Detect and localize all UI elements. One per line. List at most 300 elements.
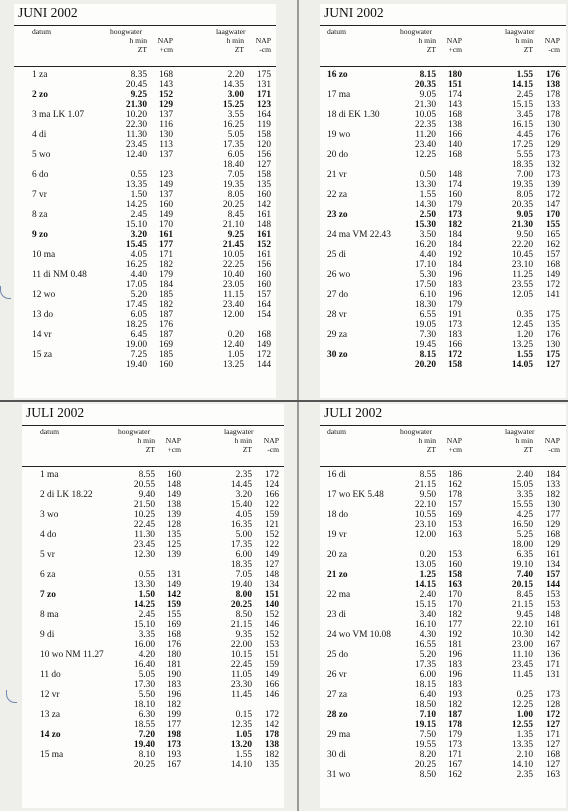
table-row [22,520,284,530]
tide-table-page-juni-2 [320,4,566,398]
high-water-nap: 123 [158,170,173,180]
low-water-nap: 152 [256,240,271,250]
low-water-nap: 129 [545,140,560,150]
low-water-nap: 152 [264,630,279,640]
low-water-nap: 152 [264,610,279,620]
low-water-time: 3.45 [516,110,533,120]
table-row [320,750,566,760]
low-water-time: 15.55 [511,500,533,510]
high-water-time: 20.25 [414,760,436,770]
table-row [320,520,566,530]
low-water-time: 5.00 [235,530,252,540]
low-water-time: 6.00 [235,550,252,560]
date-cell: 18 do [327,510,349,520]
high-water-time: 10.25 [133,510,155,520]
low-water-nap: 131 [545,670,560,680]
table-row [22,490,284,500]
hoogwater-label: hoogwater [400,27,433,36]
hoog-cm-label: +cm [448,45,462,54]
date-cell: 29 ma [327,730,351,740]
table-row [22,540,284,550]
high-water-time: 22.35 [414,120,436,130]
high-water-nap: 160 [447,190,462,200]
high-water-nap: 183 [447,660,462,670]
high-water-time: 5.30 [419,270,436,280]
table-row [320,250,566,260]
table-row [320,70,566,80]
low-water-nap: 178 [264,730,279,740]
table-row [320,660,566,670]
high-water-nap: 137 [158,110,173,120]
low-water-nap: 152 [264,530,279,540]
table-row [14,310,276,320]
high-water-nap: 149 [158,210,173,220]
hoog-zt-label: ZT [426,45,436,54]
low-water-time: 17.35 [230,540,252,550]
low-water-time: 2.35 [235,470,252,480]
high-water-time: 18.30 [414,300,436,310]
laag-nap-unit: NAP [544,436,560,445]
date-cell: 14 vr [32,330,52,340]
low-water-nap: 130 [545,340,560,350]
high-water-nap: 177 [166,720,181,730]
title-rule [14,25,276,26]
high-water-time: 15.15 [414,600,436,610]
low-water-nap: 175 [545,310,560,320]
low-water-nap: 119 [257,120,271,130]
table-row [22,630,284,640]
low-water-nap: 178 [545,90,560,100]
month-title: JUNI 2002 [324,5,384,20]
low-water-time: 6.35 [516,550,533,560]
high-water-time: 0.20 [419,550,436,560]
high-water-nap: 181 [166,660,181,670]
column-header [320,428,566,462]
high-water-time: 5.20 [130,290,147,300]
datum-label: datum [327,27,346,36]
table-row [320,480,566,490]
low-water-time: 0.20 [227,330,244,340]
high-water-nap: 193 [447,690,462,700]
low-water-nap: 148 [256,220,271,230]
table-row [14,170,276,180]
high-water-time: 3.20 [130,230,147,240]
high-water-time: 4.40 [130,270,147,280]
table-row [320,530,566,540]
page-gutter [297,0,299,811]
table-row [22,670,284,680]
low-water-nap: 142 [264,720,279,730]
low-water-time: 11.25 [512,270,533,280]
high-water-nap: 169 [158,340,173,350]
table-row [14,300,276,310]
date-cell: 21 zo [327,570,348,580]
table-row [22,590,284,600]
date-cell: 26 vr [327,670,347,680]
low-water-time: 10.15 [230,650,252,660]
high-water-time: 16.40 [133,660,155,670]
table-row [22,710,284,720]
table-row [320,600,566,610]
high-water-nap: 192 [447,630,462,640]
table-row [320,650,566,660]
high-water-time: 19.15 [414,720,436,730]
high-water-nap: 180 [166,650,181,660]
high-water-time: 5.05 [138,670,155,680]
low-water-nap: 148 [545,610,560,620]
hoog-nap-unit: NAP [446,36,462,45]
low-water-time: 22.25 [222,260,244,270]
high-water-nap: 182 [447,700,462,710]
hoogwater-label: hoogwater [110,27,143,36]
table-row [14,200,276,210]
low-water-nap: 161 [545,550,560,560]
high-water-time: 14.30 [414,200,436,210]
table-row [14,190,276,200]
table-row [320,320,566,330]
laag-time-unit: h min [234,436,252,445]
high-water-time: 8.20 [419,750,436,760]
table-row [320,490,566,500]
high-water-nap: 128 [166,520,181,530]
low-water-nap: 127 [256,160,271,170]
table-row [22,620,284,630]
low-water-time: 3.00 [227,90,244,100]
low-water-time: 15.40 [230,500,252,510]
tide-rows [320,470,566,780]
table-row [22,550,284,560]
low-water-nap: 151 [264,590,279,600]
low-water-nap: 121 [264,520,279,530]
column-header [22,428,284,462]
low-water-time: 7.40 [516,570,533,580]
low-water-nap: 127 [545,360,560,370]
low-water-nap: 167 [545,640,560,650]
table-row [22,760,284,770]
date-cell: 13 do [32,310,54,320]
low-water-nap: 161 [256,250,271,260]
low-water-nap: 139 [545,180,560,190]
high-water-nap: 178 [447,720,462,730]
high-water-nap: 182 [447,220,462,230]
tide-rows [22,470,284,770]
low-water-time: 17.25 [511,140,533,150]
low-water-nap: 172 [264,710,279,720]
table-row [22,610,284,620]
low-water-nap: 158 [256,130,271,140]
low-water-time: 23.00 [511,640,533,650]
date-cell: 6 do [32,170,49,180]
high-water-time: 17.45 [125,300,147,310]
low-water-time: 22.00 [230,640,252,650]
high-water-nap: 184 [447,230,462,240]
table-row [14,210,276,220]
low-water-nap: 172 [264,470,279,480]
high-water-nap: 149 [166,580,181,590]
high-water-nap: 140 [447,140,462,150]
table-row [320,270,566,280]
table-row [320,710,566,720]
low-water-time: 18.35 [511,160,533,170]
hoog-zt-label: ZT [137,45,147,54]
binder-hole-mark [0,286,11,299]
table-row [22,660,284,670]
high-water-nap: 196 [447,290,462,300]
table-row [320,170,566,180]
hoog-nap-unit: NAP [446,436,462,445]
low-water-nap: 138 [545,80,560,90]
low-water-nap: 134 [545,560,560,570]
hoog-time-unit: h min [137,436,155,445]
table-row [22,740,284,750]
low-water-time: 12.40 [222,340,244,350]
low-water-time: 18.00 [511,540,533,550]
high-water-time: 17.35 [414,660,436,670]
low-water-nap: 171 [256,90,271,100]
table-row [320,540,566,550]
high-water-time: 0.55 [138,570,155,580]
high-water-time: 12.00 [414,530,436,540]
date-cell: 10 wo NM 11.27 [40,650,104,660]
low-water-time: 9.35 [235,630,252,640]
high-water-time: 1.25 [419,570,436,580]
table-row [320,150,566,160]
high-water-time: 23.40 [414,140,436,150]
hoog-cm-label: +cm [167,445,181,454]
low-water-time: 10.30 [511,630,533,640]
high-water-nap: 182 [447,610,462,620]
table-row [320,140,566,150]
hoog-time-unit: h min [418,436,436,445]
date-cell: 30 di [327,750,347,760]
high-water-nap: 183 [447,280,462,290]
column-header [14,28,276,62]
high-water-nap: 151 [447,80,462,90]
low-water-time: 1.55 [235,750,252,760]
table-row [14,260,276,270]
table-row [14,340,276,350]
high-water-time: 17.30 [133,680,155,690]
low-water-nap: 161 [545,620,560,630]
table-row [22,510,284,520]
low-water-time: 2.20 [227,70,244,80]
table-row [320,760,566,770]
table-row [320,560,566,570]
high-water-nap: 185 [158,290,173,300]
table-row [320,580,566,590]
high-water-nap: 170 [447,600,462,610]
date-cell: 25 di [327,250,347,260]
high-water-time: 15.45 [125,240,147,250]
high-water-nap: 168 [158,70,173,80]
low-water-time: 0.35 [516,310,533,320]
high-water-nap: 196 [447,670,462,680]
low-water-nap: 157 [545,250,560,260]
low-water-time: 12.35 [230,720,252,730]
low-water-nap: 161 [256,230,271,240]
table-row [14,130,276,140]
table-row [320,510,566,520]
low-water-time: 15.05 [511,480,533,490]
low-water-time: 16.35 [230,520,252,530]
high-water-time: 14.15 [414,580,436,590]
low-water-time: 12.05 [511,290,533,300]
low-water-time: 10.05 [222,250,244,260]
low-water-time: 5.55 [516,150,533,160]
high-water-nap: 159 [166,600,181,610]
high-water-nap: 168 [166,630,181,640]
high-water-time: 14.25 [133,600,155,610]
low-water-time: 4.45 [516,130,533,140]
table-row [320,230,566,240]
high-water-time: 18.15 [414,680,436,690]
high-water-time: 14.25 [125,200,147,210]
high-water-time: 19.00 [125,340,147,350]
table-row [22,720,284,730]
low-water-time: 22.10 [511,620,533,630]
high-water-nap: 162 [447,480,462,490]
date-cell: 11 do [40,670,61,680]
high-water-nap: 198 [166,730,181,740]
table-row [14,160,276,170]
table-row [22,500,284,510]
high-water-nap: 158 [447,360,462,370]
high-water-time: 23.45 [125,140,147,150]
table-row [14,100,276,110]
high-water-nap: 180 [447,70,462,80]
high-water-nap: 179 [158,270,173,280]
low-water-nap: 176 [545,70,560,80]
low-water-nap: 122 [264,540,279,550]
high-water-time: 8.50 [419,770,436,780]
low-water-nap: 172 [545,280,560,290]
low-water-nap: 159 [264,510,279,520]
low-water-nap: 132 [545,160,560,170]
date-cell: 30 zo [327,350,348,360]
low-water-time: 14.15 [511,80,533,90]
date-cell: 5 wo [32,150,51,160]
high-water-time: 8.15 [419,350,436,360]
low-water-time: 15.15 [511,100,533,110]
table-row [22,680,284,690]
low-water-time: 8.05 [516,190,533,200]
date-cell: 20 za [327,550,348,560]
low-water-time: 16.15 [511,120,533,130]
low-water-nap: 170 [545,210,560,220]
low-water-time: 21.45 [222,240,244,250]
high-water-nap: 174 [447,90,462,100]
high-water-time: 8.55 [138,470,155,480]
high-water-time: 18.50 [414,700,436,710]
high-water-time: 16.20 [414,240,436,250]
high-water-time: 13.30 [133,580,155,590]
high-water-nap: 167 [166,760,181,770]
high-water-time: 9.50 [419,490,436,500]
low-water-nap: 175 [545,350,560,360]
table-row [14,70,276,80]
low-water-nap: 158 [256,170,271,180]
high-water-time: 16.25 [125,260,147,270]
low-water-nap: 146 [264,620,279,630]
table-row [22,530,284,540]
high-water-time: 4.20 [138,650,155,660]
table-row [14,150,276,160]
low-water-time: 13.20 [230,740,252,750]
high-water-nap: 182 [158,260,173,270]
low-water-time: 8.00 [235,590,252,600]
high-water-time: 7.25 [130,350,147,360]
low-water-nap: 157 [545,570,560,580]
date-cell: 19 wo [327,130,351,140]
low-water-time: 23.05 [222,280,244,290]
date-cell: 20 do [327,150,349,160]
table-row [22,560,284,570]
low-water-nap: 168 [256,330,271,340]
hoogwater-label: hoogwater [400,427,433,436]
high-water-time: 6.45 [130,330,147,340]
low-water-nap: 136 [545,650,560,660]
table-row [22,750,284,760]
low-water-time: 23.30 [230,680,252,690]
table-row [14,320,276,330]
high-water-nap: 139 [166,510,181,520]
low-water-nap: 144 [256,360,271,370]
table-row [320,260,566,270]
high-water-time: 20.20 [414,360,436,370]
laag-zt-label: ZT [242,445,252,454]
low-water-time: 2.35 [516,770,533,780]
high-water-time: 19.55 [414,740,436,750]
high-water-nap: 160 [158,360,173,370]
high-water-time: 5.20 [419,650,436,660]
high-water-time: 9.40 [138,490,155,500]
date-cell: 1 ma [40,470,59,480]
low-water-time: 23.40 [222,300,244,310]
high-water-time: 9.25 [130,90,147,100]
hoog-zt-label: ZT [426,445,436,454]
high-water-nap: 178 [447,490,462,500]
low-water-nap: 130 [545,120,560,130]
low-water-time: 21.15 [511,600,533,610]
table-row [320,210,566,220]
high-water-time: 13.30 [414,180,436,190]
low-water-nap: 176 [545,330,560,340]
table-row [14,230,276,240]
low-water-nap: 127 [545,720,560,730]
date-cell: 24 wo VM 10.08 [327,630,391,640]
low-water-nap: 165 [545,230,560,240]
low-water-time: 7.05 [235,570,252,580]
table-row [320,350,566,360]
low-water-time: 3.20 [235,490,252,500]
date-cell: 17 ma [327,90,351,100]
low-water-time: 14.35 [222,80,244,90]
table-row [320,670,566,680]
low-water-time: 20.25 [222,200,244,210]
low-water-nap: 130 [545,500,560,510]
laagwater-label: laagwater [505,427,535,436]
high-water-time: 20.45 [125,80,147,90]
low-water-nap: 163 [545,770,560,780]
high-water-time: 10.20 [125,110,147,120]
low-water-time: 12.25 [511,700,533,710]
high-water-nap: 143 [447,100,462,110]
high-water-time: 17.10 [414,260,436,270]
high-water-nap: 168 [447,150,462,160]
low-water-time: 20.35 [511,200,533,210]
low-water-nap: 153 [264,640,279,650]
high-water-nap: 155 [166,610,181,620]
